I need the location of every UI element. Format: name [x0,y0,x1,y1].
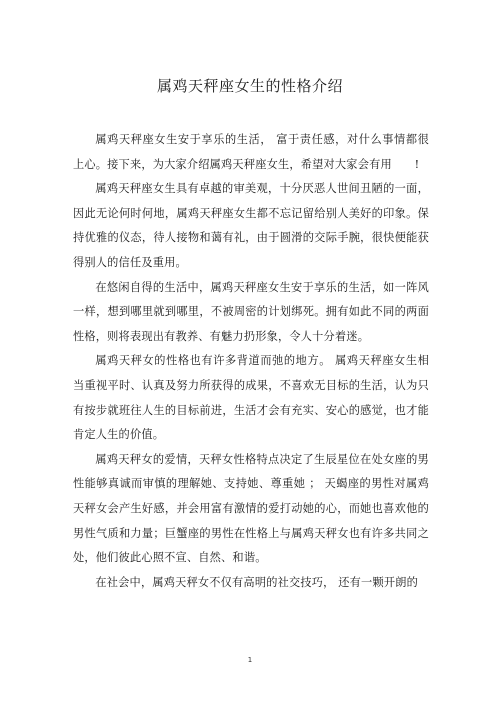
document-title: 属鸡天秤座女生的性格介绍 [156,77,343,95]
paragraph-leisure: 在悠闲自得的生活中，属鸡天秤座女生安于享乐的生活，如一阵风一样，想到哪里就到哪里，不被周密的计划绑死。拥有如此不同的两面性格，则将表现出有教养、有魅力扔形象，令人十分着迷。 [73,280,429,343]
paragraph-intro: 属鸡天秤座女生安于享乐的生活， 富于责任感，对什么事情都很上心。接下来，为大家介绍属鸡天秤座女生，希望对大家会有用 ! [73,133,429,171]
paragraph-society: 在社会中，属鸡天秤女不仅有高明的社交技巧， 还有一颗开朗的 [95,575,418,589]
paragraph-contradictions: 属鸡天秤女的性格也有许多背道而弛的地方。 属鸡天秤座女生相当重视平时、认真及努力所获得的成果，不喜欢无目标的生活，认为只有按步就班往人生的目标前进，生活才会有充实、安心的感觉，也才能肯定人生的价值。 [73,354,429,442]
page-number: 1 [247,656,253,664]
paragraph-love: 属鸡天秤女的爱情，天秤女性格特点决定了生辰星位在处女座的男性能够真诚而审慎的理解她、支持她、尊重她 ； 天蝎座的男性对属鸡天秤女会产生好感，并会用富有激情的爱打动她的心，而她也喜欢他的男性气质和力量；巨蟹座的男性在性格上与属鸡天秤女也有许多共同之处，他们彼此心照不宣、自然、和谐。 [73,452,429,565]
document-body [73,128,429,595]
paragraph-aesthetics: 属鸡天秤座女生具有卓越的审美观，十分厌恶人世间丑陋的一面，因此无论何时何地，属鸡天秤座女生都不忘记留给别人美好的印象。保持优雅的仪态，待人接物和蔼有礼，由于圆滑的交际手腕，很快便能获得别人的信任及重用。 [73,182,429,269]
